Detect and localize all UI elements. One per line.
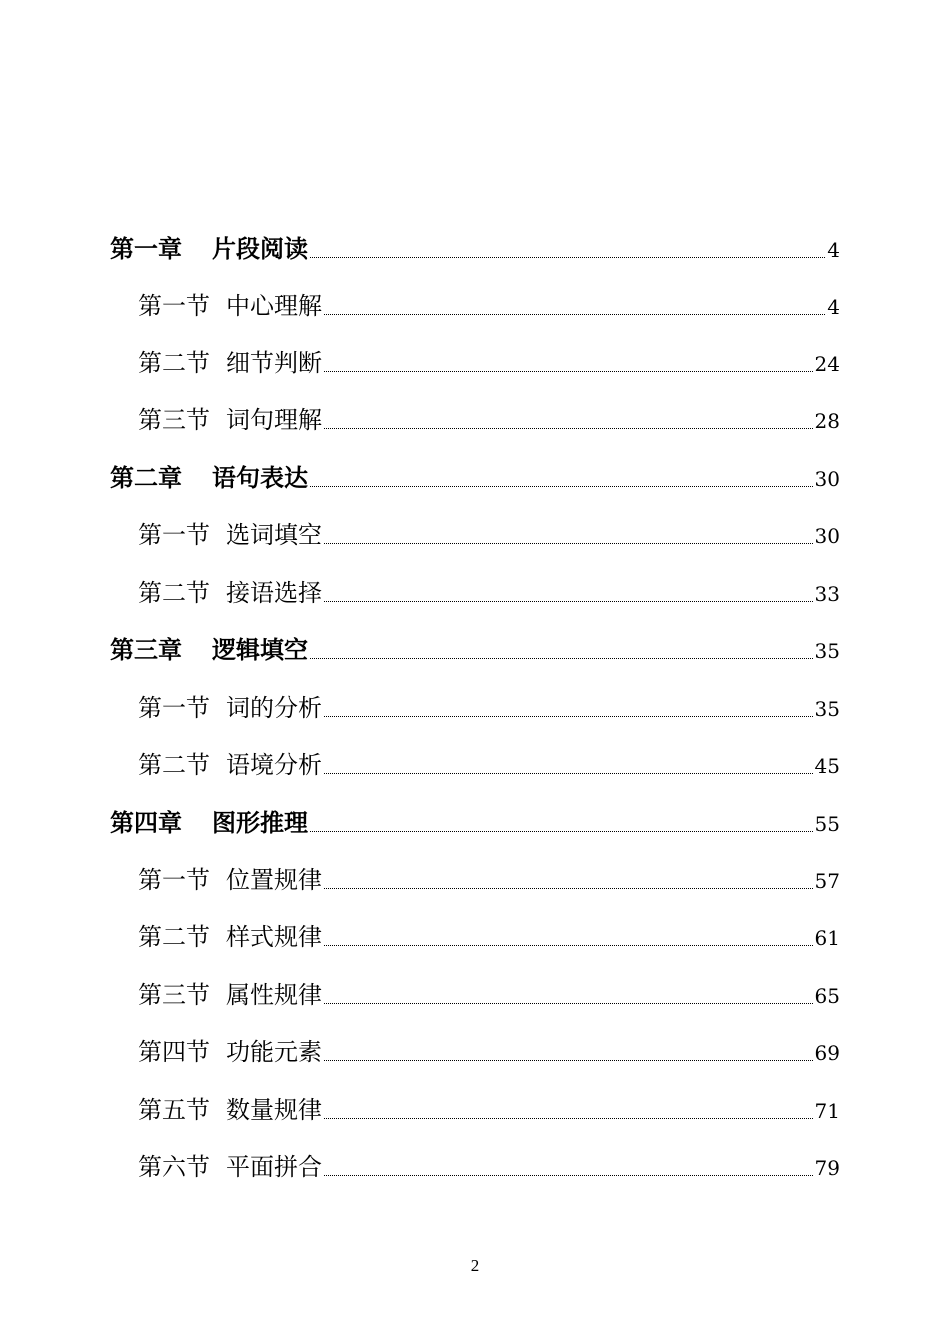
toc-entry-title: 中心理解	[226, 292, 322, 320]
dot-leader	[324, 371, 813, 372]
toc-entry-title: 逻辑填空	[212, 635, 308, 664]
toc-page-number: 35	[814, 639, 840, 663]
toc-section-4-3[interactable]	[138, 978, 840, 1012]
toc-page-number: 24	[814, 352, 840, 376]
toc-entry-number: 第三节	[138, 981, 210, 1009]
toc-entry-title: 数量规律	[226, 1096, 322, 1124]
toc-chapter-4[interactable]	[110, 806, 840, 840]
toc-entry-number: 第三章	[110, 635, 182, 664]
dot-leader	[324, 1060, 813, 1061]
dot-leader	[310, 257, 825, 258]
dot-leader	[324, 428, 813, 429]
toc-page-number: 30	[814, 467, 840, 491]
toc-section-1-1[interactable]	[138, 289, 840, 323]
toc-chapter-1[interactable]	[110, 232, 840, 266]
toc-page-number: 55	[814, 812, 840, 836]
toc-page-number: 71	[814, 1099, 840, 1123]
toc-entry-number: 第四节	[138, 1038, 210, 1066]
toc-page-number: 35	[814, 697, 840, 721]
toc-page-number: 57	[814, 869, 840, 893]
toc-page-number: 69	[814, 1041, 840, 1065]
dot-leader	[324, 773, 813, 774]
toc-entry-title: 平面拼合	[226, 1153, 322, 1181]
toc-entry-title: 图形推理	[212, 808, 308, 837]
toc-entry-title: 位置规律	[226, 866, 322, 894]
toc-entry-number: 第三节	[138, 406, 210, 434]
dot-leader	[310, 658, 813, 659]
toc-section-4-2[interactable]	[138, 920, 840, 954]
toc-entry-number: 第二章	[110, 463, 182, 492]
toc-entry-number: 第一节	[138, 521, 210, 549]
toc-section-4-4[interactable]	[138, 1035, 840, 1069]
dot-leader	[310, 486, 813, 487]
toc-section-1-2[interactable]	[138, 346, 840, 380]
toc-page-number: 79	[814, 1156, 840, 1180]
dot-leader	[310, 831, 813, 832]
dot-leader	[324, 1003, 813, 1004]
toc-entry-number: 第六节	[138, 1153, 210, 1181]
toc-entry-number: 第二节	[138, 349, 210, 377]
dot-leader	[324, 1118, 813, 1119]
toc-page-number: 45	[814, 754, 840, 778]
toc-entry-number: 第一节	[138, 866, 210, 894]
toc-entry-number: 第二节	[138, 751, 210, 779]
toc-entry-title: 功能元素	[226, 1038, 322, 1066]
toc-entry-title: 语句表达	[212, 463, 308, 492]
toc-page-number: 4	[827, 295, 840, 319]
dot-leader	[324, 1175, 813, 1176]
toc-entry-title: 样式规律	[226, 923, 322, 951]
toc-entry-number: 第四章	[110, 808, 182, 837]
toc-entry-title: 属性规律	[226, 981, 322, 1009]
footer-page-number: 2	[470, 1256, 480, 1275]
toc-page-number: 28	[814, 409, 840, 433]
toc-entry-number: 第二节	[138, 923, 210, 951]
toc-entry-number: 第一节	[138, 292, 210, 320]
toc-section-4-1[interactable]	[138, 863, 840, 897]
toc-section-4-6[interactable]	[138, 1150, 840, 1184]
dot-leader	[324, 543, 813, 544]
toc-entry-title: 语境分析	[226, 751, 322, 779]
dot-leader	[324, 716, 813, 717]
toc-entry-number: 第一章	[110, 234, 182, 263]
toc-section-1-3[interactable]	[138, 403, 840, 437]
dot-leader	[324, 945, 813, 946]
toc-section-2-2[interactable]	[138, 576, 840, 610]
toc-entry-title: 词的分析	[226, 694, 322, 722]
toc-page-number: 61	[814, 926, 840, 950]
toc-section-3-1[interactable]	[138, 691, 840, 725]
toc-entry-title: 接语选择	[226, 579, 322, 607]
dot-leader	[324, 888, 813, 889]
toc-chapter-2[interactable]	[110, 461, 840, 495]
toc-entry-number: 第五节	[138, 1096, 210, 1124]
dot-leader	[324, 314, 825, 315]
toc-entry-title: 片段阅读	[212, 234, 308, 263]
toc-section-4-5[interactable]	[138, 1093, 840, 1127]
toc-entry-number: 第二节	[138, 579, 210, 607]
toc-page-number: 30	[814, 524, 840, 548]
toc-entry-number: 第一节	[138, 694, 210, 722]
toc-page-number: 65	[814, 984, 840, 1008]
toc-entry-title: 细节判断	[226, 349, 322, 377]
toc-entry-title: 词句理解	[226, 406, 322, 434]
toc-page-number: 4	[827, 238, 840, 262]
dot-leader	[324, 601, 813, 602]
toc-entry-title: 选词填空	[226, 521, 322, 549]
toc-chapter-3[interactable]	[110, 633, 840, 667]
toc-page-number: 33	[814, 582, 840, 606]
toc-section-3-2[interactable]	[138, 748, 840, 782]
toc-section-2-1[interactable]	[138, 518, 840, 552]
